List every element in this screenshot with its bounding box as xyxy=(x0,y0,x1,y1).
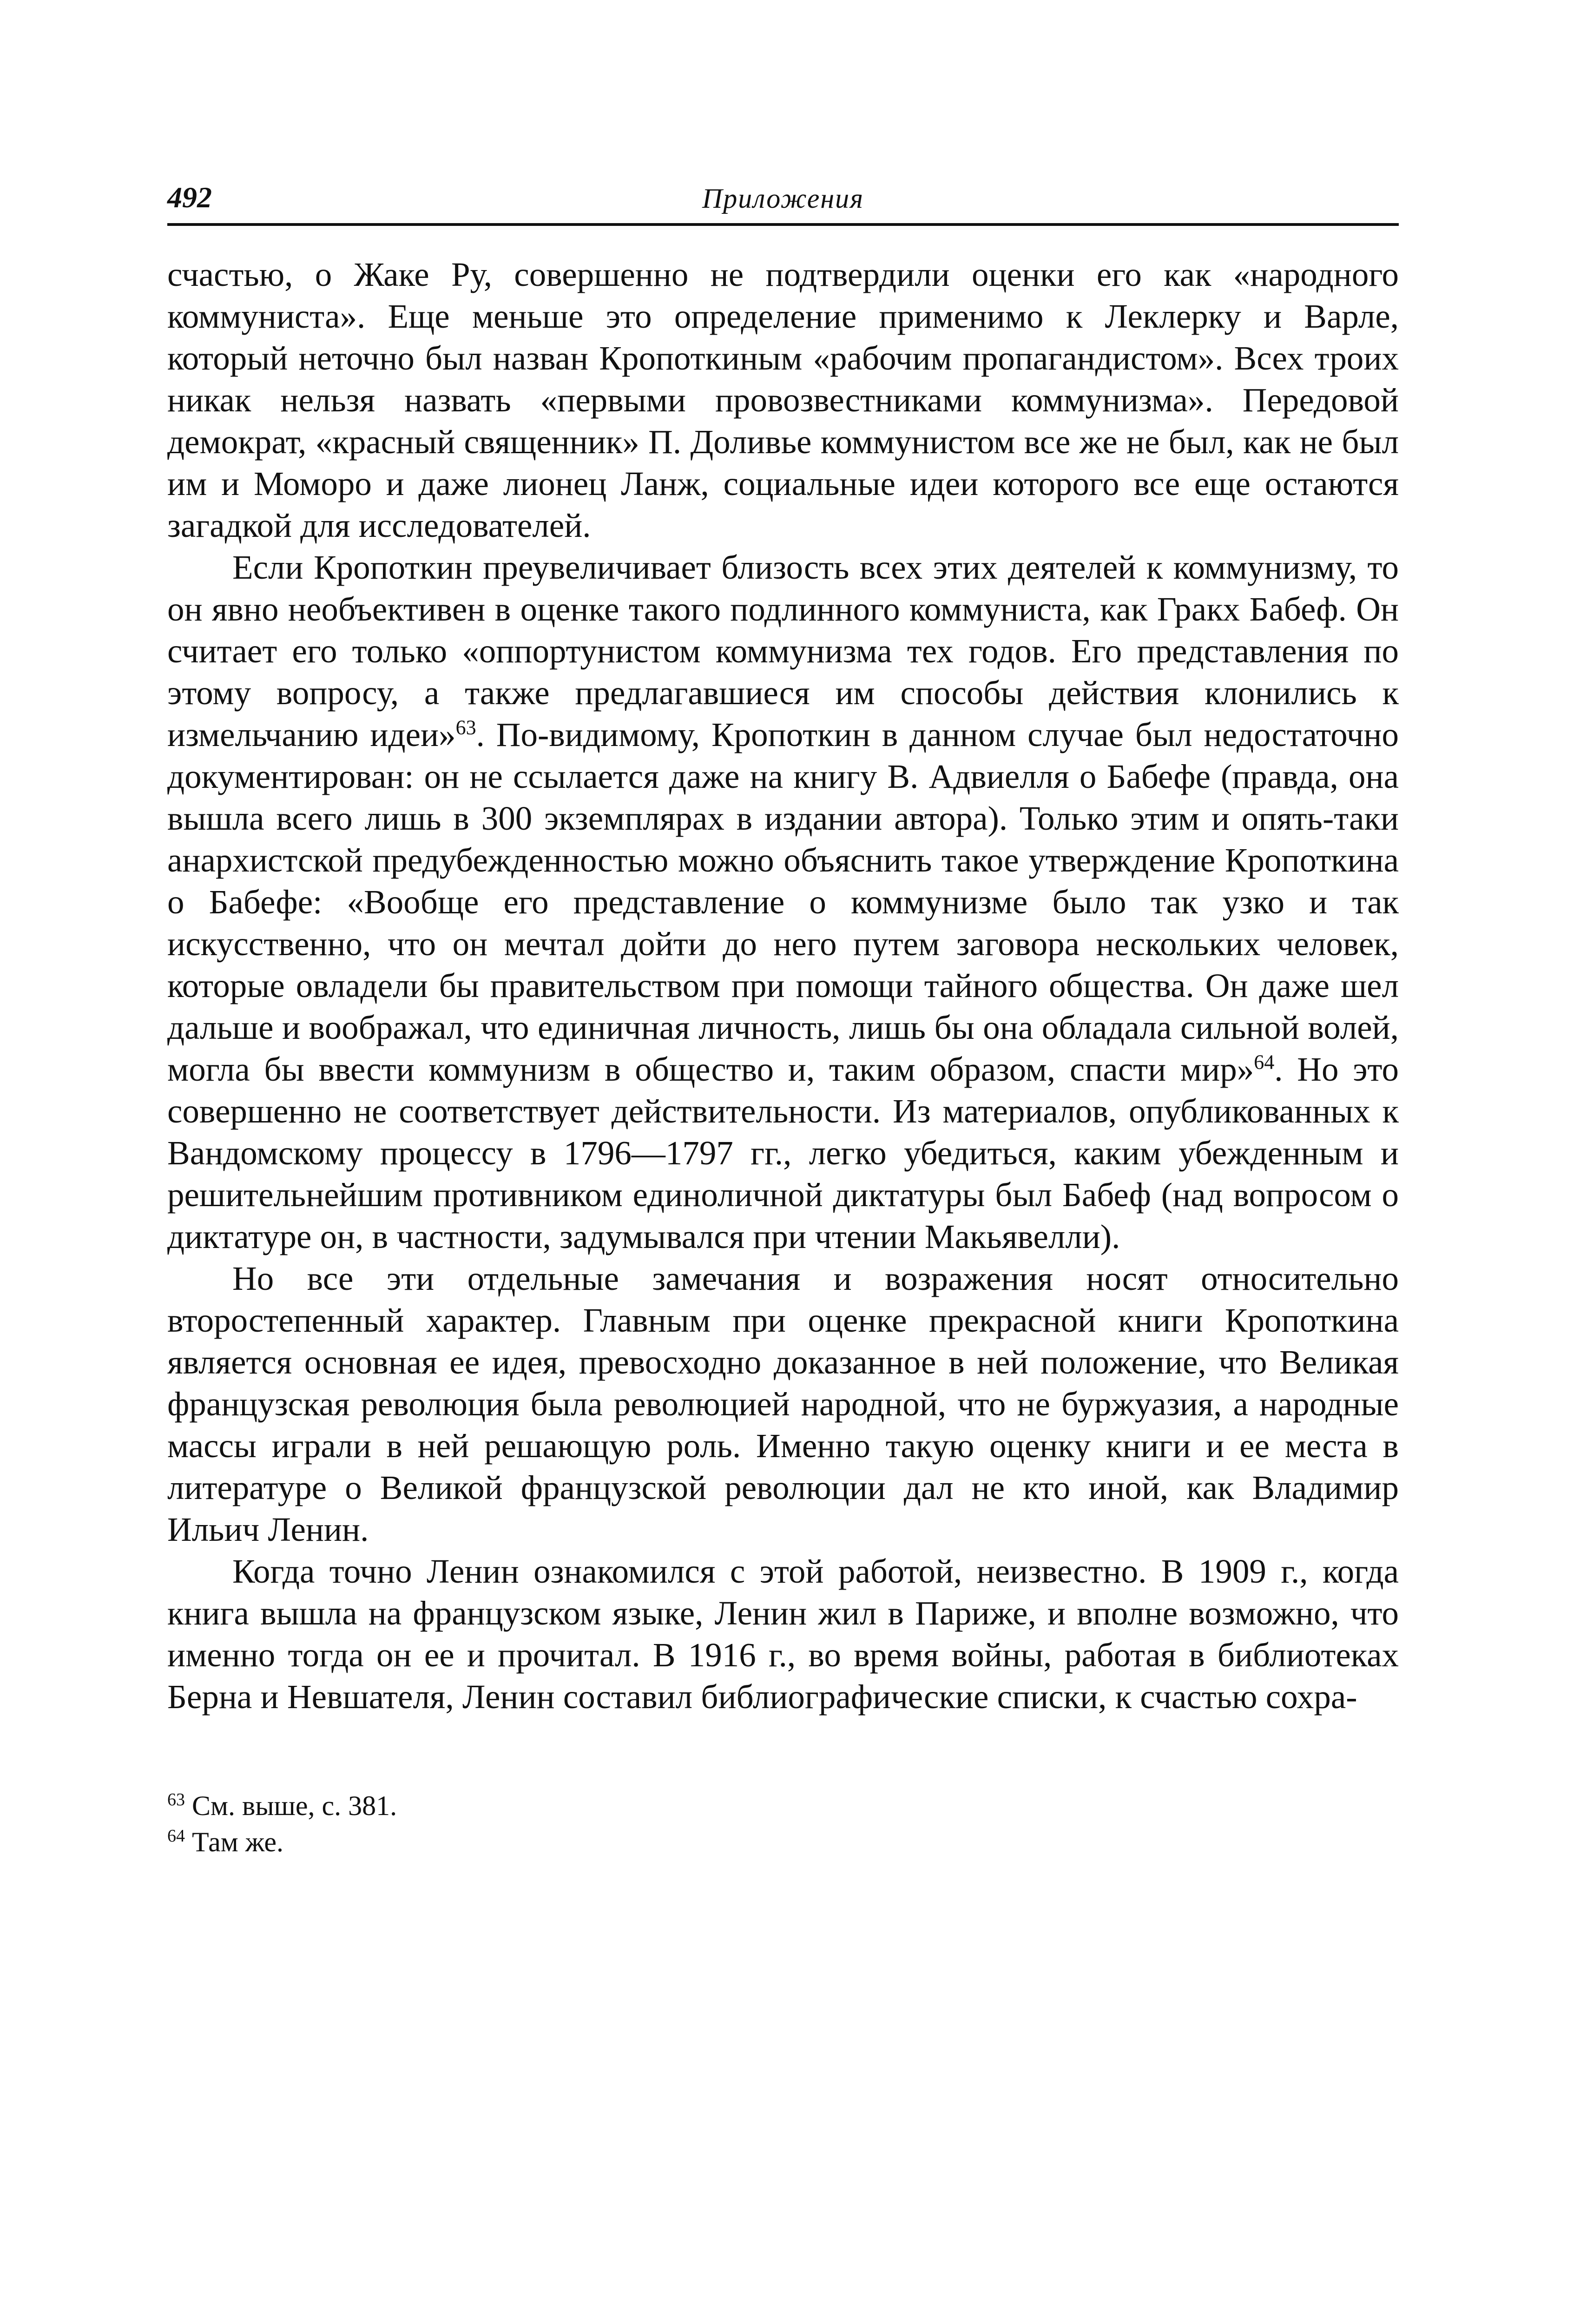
footnote-text: См. выше, с. 381. xyxy=(192,1790,397,1821)
footnote-64 xyxy=(167,1824,1399,1860)
footnote-63 xyxy=(167,1788,1399,1824)
footnote-ref-63: 63 xyxy=(455,716,476,739)
paragraph-main-idea: Но все эти отдельные замечания и возражения носят относительно второстепенный характер. Главным при оценке прекрасной книги Кропоткина является основная ее идея, превосходно доказанное в ней положение, что Великая французская революция была революцией народной, что не буржуазия, а народные массы играли в ней решающую роль. Именно такую оценку книги и ее места в литературе о Великой французской революции дал не кто иной, как Владимир Ильич Ленин. xyxy=(167,1260,1399,1548)
paragraph-babeuf xyxy=(167,547,1399,1258)
paragraph-lenin: Когда точно Ленин ознакомился с этой работой, неизвестно. В 1909 г., когда книга вышла на французском языке, Ленин жил в Париже, и вполне возможно, что именно тогда он ее и прочитал. В 1916 г., во время войны, работая в библиотеках Берна и Невшателя, Ленин составил библиографические списки, к счастью сохра- xyxy=(167,1552,1399,1716)
paragraph-babeuf-part-2: . По-видимому, Кропоткин в данном случае был недостаточно документирован: он не ссылается даже на книгу В. Адвиелля о Бабефе (правда, она вышла всего лишь в 300 экземплярах в издании автора). Только этим и опять-таки анархистской предубежденностью можно объяснить такое утверждение Кропоткина о Бабефе: «Вообще его представление о коммунизме было так узко и так искусственно, что он мечтал дойти до него путем заговора нескольких человек, которые овладели бы правительством при помощи тайного общества. Он даже шел дальше и воображал, что единичная личность, лишь бы она обладала сильной волей, могла бы ввести коммунизм в общество и, таким образом, спасти мир» xyxy=(167,716,1399,1088)
running-head xyxy=(167,177,1399,226)
paragraph-continuation: счастью, о Жаке Ру, совершенно не подтвердили оценки его как «народного коммуниста». Еще меньше это определение применимо к Леклерку и Варле, который неточно был назван Кропоткиным «рабочим пропагандистом». Всех троих никак нельзя назвать «первыми провозвестниками коммунизма». Передовой демократ, «красный священник» П. Доливье коммунистом все же не был, как не был им и Моморо и даже лионец Ланж, социальные идеи которого все еще остаются загадкой для исследователей. xyxy=(167,256,1399,544)
footnote-text: Там же. xyxy=(192,1827,284,1857)
section-title: Приложения xyxy=(702,183,864,214)
footnote-ref-64: 64 xyxy=(1254,1050,1275,1074)
footnote-number: 63 xyxy=(167,1790,185,1809)
footnotes xyxy=(167,1788,1399,1860)
page-number: 492 xyxy=(167,181,212,214)
book-page xyxy=(167,177,1399,1860)
body-text xyxy=(167,254,1399,1718)
paragraph-babeuf-part-1: Если Кропоткин преувеличивает близость всех этих деятелей к коммунизму, то он явно необъективен в оценке такого подлинного коммуниста, как Гракх Бабеф. Он считает его только «оппортунистом коммунизма тех годов. Его представления по этому вопросу, а также предлагавшиеся им способы действия клонились к измельчанию идеи» xyxy=(167,548,1399,753)
footnote-number: 64 xyxy=(167,1826,185,1846)
paragraph-babeuf-part-3: . Но это совершенно не соответствует действительности. Из материалов, опубликованных к Вандомскому процессу в 1796—1797 гг., легко убедиться, каким убежденным и решительнейшим противником единоличной диктатуры был Бабеф (над вопросом о диктатуре он, в частности, задумывался при чтении Макьявелли). xyxy=(167,1050,1399,1255)
